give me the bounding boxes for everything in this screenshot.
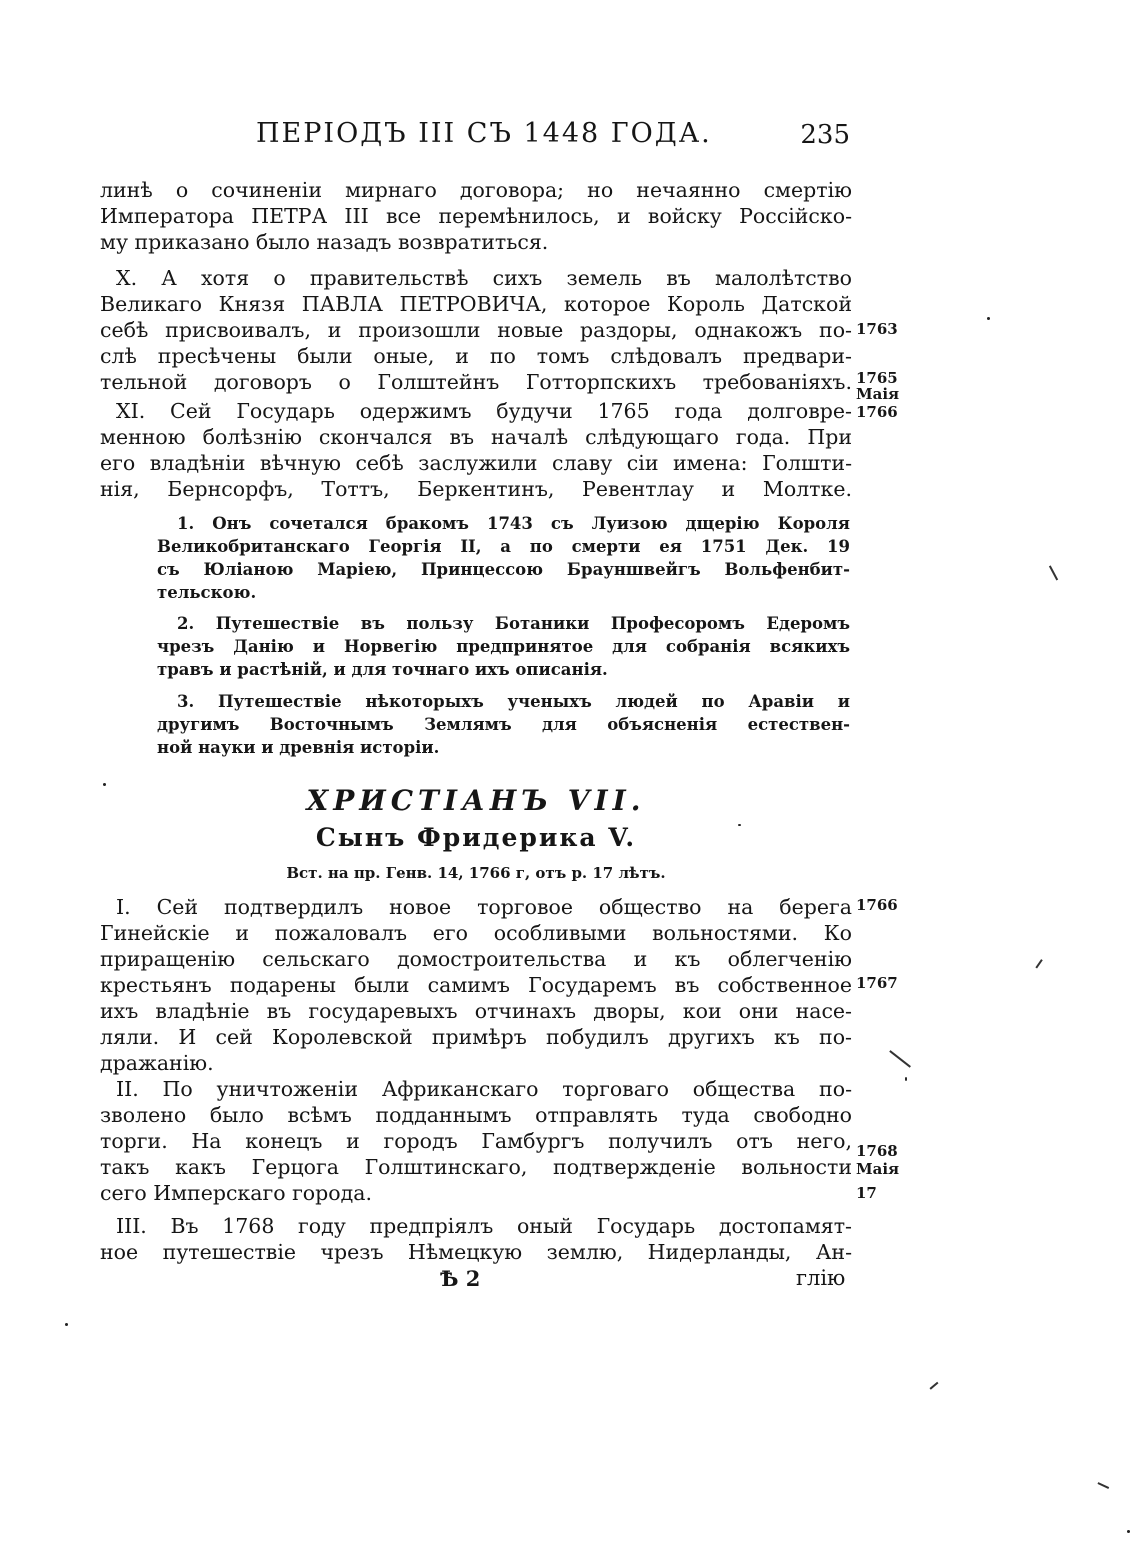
text-line: нiя, Бернсорфъ, Тоттъ, Беркентинъ, Ревентлау и Молтке.	[100, 477, 852, 501]
text-line: линѣ о сочиненiи мирнаго договора; но нечаянно смертiю	[100, 178, 852, 202]
text-line: ихъ владѣнiе въ государевыхъ отчинахъ дворы, кои они насе-	[100, 999, 852, 1023]
footnote-line: другимъ Восточнымъ Землямъ для объясненiя естествен-	[157, 715, 850, 734]
margin-month-maia-2: Маiя	[856, 1160, 900, 1178]
footnote-line: 1. Онъ сочетался бракомъ 1743 съ Луизою дщерiю Короля	[177, 514, 850, 533]
margin-date-1768: 1768	[856, 1142, 898, 1160]
scan-mark	[930, 1382, 939, 1390]
scan-speck	[65, 1323, 68, 1326]
footnote-2	[157, 612, 850, 681]
paragraph-xi	[100, 398, 852, 502]
text-line: X. А хотя о правительствѣ сихъ земель въ малолѣтство	[116, 266, 852, 290]
paragraph-i	[100, 894, 852, 1076]
footnote-3	[157, 690, 850, 759]
scan-speck	[987, 317, 990, 320]
scan-speck	[905, 1077, 907, 1081]
text-line: Гинейскiе и пожаловалъ его особливыми вольностями. Ко	[100, 921, 852, 945]
scan-speck	[1127, 1530, 1130, 1533]
margin-date-1766: 1766	[856, 403, 898, 421]
text-line: III. Въ 1768 году предпрiялъ оный Государь достопамят-	[116, 1214, 852, 1238]
text-line: торги. На конецъ и городъ Гамбургъ получилъ отъ него,	[100, 1129, 852, 1153]
scan-speck	[103, 783, 106, 786]
text-line: менною болѣзнiю скончался въ началѣ слѣдующаго года. При	[100, 425, 852, 449]
scan-mark	[1035, 959, 1042, 968]
text-line: себѣ присвоивалъ, и произошли новые раздоры, однакожъ по-	[100, 318, 852, 342]
section-title: ХРИСТIАНЪ VII.	[306, 784, 646, 817]
text-line: ное путешествiе чрезъ Нѣмецкую землю, Нидерланды, Ан-	[100, 1240, 852, 1264]
footnote-line: травъ и растѣнiй, и для точнаго ихъ описанiя.	[157, 660, 608, 679]
signature-mark: Ѣ 2	[440, 1266, 481, 1291]
footnote-line: 2. Путешествiе въ пользу Ботаники Професоромъ Едеромъ	[177, 614, 850, 633]
text-line: приращенiю сельскаго домостроительства и къ облегченiю	[100, 947, 852, 971]
section-accession: Вст. на пр. Генв. 14, 1766 г, отъ р. 17 лѣтъ.	[286, 864, 666, 882]
text-line: му приказано было назадъ возвратиться.	[100, 230, 549, 254]
paragraph-ii	[100, 1076, 852, 1206]
footnote-line: Великобританскаго Георгiя II, а по смерти ея 1751 Дек. 19	[157, 537, 850, 556]
scan-mark	[1098, 1482, 1110, 1488]
paragraph-iii	[100, 1213, 852, 1265]
text-line: XI. Сей Государь одержимъ будучи 1765 года долговре-	[116, 399, 852, 423]
scan-mark	[1049, 565, 1058, 580]
page-number: 235	[800, 120, 850, 150]
text-line: I. Сей подтвердилъ новое торговое общество на берега	[116, 895, 852, 919]
footnote-line: чрезъ Данiю и Норвегiю предпринятое для собранiя всякихъ	[157, 637, 850, 656]
catchword: глiю	[796, 1266, 846, 1290]
text-line: Великаго Князя ПАВЛА ПЕТРОВИЧА, которое Король Датской	[100, 292, 852, 316]
margin-date-1763: 1763	[856, 320, 898, 338]
footnote-line: тельскою.	[157, 583, 257, 602]
margin-date-1766-accession: 1766	[856, 896, 898, 914]
text-line: дражанiю.	[100, 1051, 214, 1075]
text-line: его владѣнiи вѣчную себѣ заслужили славу сiи имена: Голшти-	[100, 451, 852, 475]
footnote-line: ной науки и древнiя исторiи.	[157, 738, 440, 757]
margin-day-17: 17	[856, 1184, 877, 1202]
paragraph-x	[100, 265, 852, 395]
text-line: II. По уничтоженiи Африканскаго торговаго общества по-	[116, 1077, 852, 1101]
running-title: ПЕРIОДЪ III СЪ 1448 ГОДА.	[256, 118, 712, 149]
footnote-line: съ Юлiаною Марiею, Принцессою Брауншвейгъ Вольфенбит-	[157, 560, 850, 579]
footnote-1	[157, 512, 850, 604]
text-line: слѣ пресѣчены были оные, и по томъ слѣдовалъ предвари-	[100, 344, 852, 368]
text-line: сего Имперскаго города.	[100, 1181, 372, 1205]
text-line: зволено было всѣмъ подданнымъ отправлять туда свободно	[100, 1103, 852, 1127]
section-subtitle: Сынъ Фридерика V.	[315, 823, 637, 852]
footnote-line: 3. Путешествiе нѣкоторыхъ ученыхъ людей по Аравiи и	[177, 692, 850, 711]
scan-mark	[890, 1050, 911, 1067]
paragraph-continued	[100, 177, 852, 255]
margin-date-1767: 1767	[856, 974, 898, 992]
text-line: тельной договоръ о Голштейнъ Готторпскихъ требованiяхъ.	[100, 370, 852, 394]
text-line: Императора ПЕТРА III все перемѣнилось, и войску Россiйско-	[100, 204, 852, 228]
text-line: крестьянъ подарены были самимъ Государемъ въ собственное	[100, 973, 852, 997]
margin-date-1765: 1765	[856, 369, 898, 387]
margin-month-maia: Маiя	[856, 385, 900, 403]
running-header	[250, 118, 850, 158]
scan-speck	[738, 824, 741, 826]
text-line: такъ какъ Герцога Голштинскаго, подтвержденiе вольности	[100, 1155, 852, 1179]
text-line: ляли. И сей Королевской примѣръ побудилъ другихъ къ по-	[100, 1025, 852, 1049]
